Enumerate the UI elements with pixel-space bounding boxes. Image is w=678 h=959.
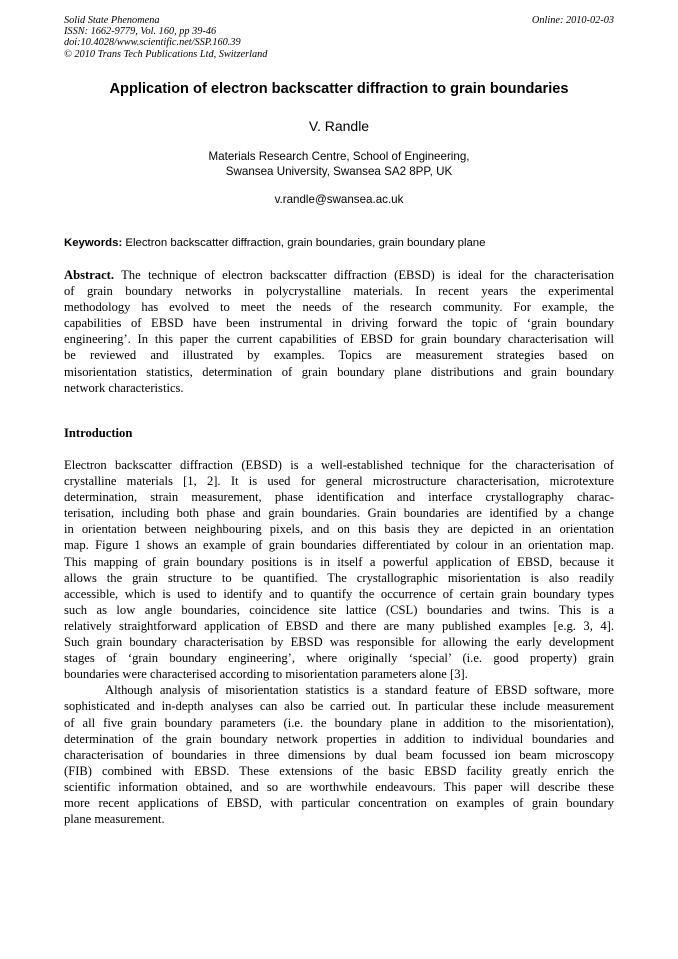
- intro-line: plane measurement.: [64, 812, 165, 827]
- intro-line: scientific information obtained, and so are worthwhile endeavours. This paper will describe these: [64, 779, 614, 794]
- intro-line: determination, strain measurement, phase identification and interface crystallography charac-: [64, 490, 614, 505]
- intro-line: such as low angle boundaries, coincidence site lattice (CSL) boundaries and twins. This is a: [64, 602, 614, 617]
- keywords: [64, 236, 616, 251]
- intro-line: Although analysis of misorientation statistics is a standard feature of EBSD software, more: [105, 683, 614, 698]
- abstract-line: methodology has evolved to meet the needs of the research community. For example, the: [64, 300, 614, 315]
- journal-header: [64, 15, 267, 60]
- abstract-line-0: [64, 267, 614, 283]
- intro-line: of all five grain boundary parameters (i.e. the boundary plane in addition to the misorientation),: [64, 715, 614, 730]
- copyright-line: © 2010 Trans Tech Publications Ltd, Switzerland: [64, 48, 268, 60]
- intro-line: (FIB) combined with EBSD. These extensions of the basic EBSD facility greatly enrich the: [64, 763, 614, 778]
- intro-line: Electron backscatter diffraction (EBSD) is a well-established technique for the characterisation of: [64, 458, 614, 472]
- abstract-line: misorientation statistics, determination of grain boundary plane distributions and grain boundary: [64, 364, 614, 379]
- intro-line: determination of the grain boundary network properties in addition to individual boundaries and: [64, 731, 614, 746]
- keywords-text: Electron backscatter diffraction, grain boundaries, grain boundary plane: [122, 237, 486, 249]
- abstract-label: Abstract.: [64, 268, 115, 282]
- intro-line: sophisticated and in-depth analyses can also be carried out. In particular these include measurement: [64, 699, 614, 714]
- intro-line: stages of ‘grain boundary engineering’, where originally ‘special’ (i.e. good property) grain: [64, 651, 614, 666]
- doi-line: doi:10.4028/www.scientific.net/SSP.160.39: [64, 37, 241, 49]
- intro-line: crystalline materials [1, 2]. It is used for general microstructure characterisation, microtexture: [64, 474, 614, 489]
- affiliation-line-2: Swansea University, Swansea SA2 8PP, UK: [225, 165, 453, 179]
- intro-line: terisation, including both phase and grain boundaries. Grain boundaries are identified by a change: [64, 506, 614, 521]
- journal-name: Solid State Phenomena: [64, 15, 160, 26]
- intro-line: relatively straightforward application of EBSD and there are many published examples [e.g. 3, 4].: [64, 618, 614, 633]
- abstract-line: capabilities of EBSD have been instrumental in driving forward the topic of ‘grain boundary: [64, 316, 614, 331]
- author-email: v.randle@swansea.ac.uk: [274, 193, 404, 206]
- abstract-line: network characteristics.: [64, 380, 184, 395]
- intro-line: This mapping of grain boundary positions is in itself a powerful application of EBSD, because it: [64, 554, 614, 569]
- intro-line: characterisation of boundaries in three dimensions by dual beam focussed ion beam microscopy: [64, 747, 614, 762]
- affiliation-line-1: Materials Research Centre, School of Engineering,: [208, 150, 470, 163]
- intro-line: in orientation between neighbouring pixels, and on this basis they are depicted in an orientation: [64, 522, 614, 537]
- intro-line: more recent applications of EBSD, with particular concentration on examples of grain boundary: [64, 795, 614, 810]
- introduction-body: [64, 457, 614, 827]
- abstract: [64, 267, 614, 396]
- abstract-line: of grain boundary networks in polycrystalline materials. In recent years the experimental: [64, 284, 614, 299]
- abstract-line-0-text: The technique of electron backscatter diffraction (EBSD) is ideal for the characterisation: [114, 268, 614, 282]
- author-name: V. Randle: [308, 118, 370, 134]
- intro-line: map. Figure 1 shows an example of grain boundaries differentiated by colour in an orientation map.: [64, 538, 614, 553]
- keywords-label: Keywords:: [64, 237, 123, 249]
- abstract-line: engineering’. In this paper the current capabilities of EBSD for grain boundary characterisation will: [64, 332, 614, 347]
- paper-title: Application of electron backscatter diffraction to grain boundaries: [109, 81, 569, 97]
- section-heading-introduction: Introduction: [64, 426, 133, 440]
- affiliation: [0, 149, 678, 179]
- online-date: Online: 2010-02-03: [531, 15, 614, 26]
- intro-line: accessible, which is used to identify and to quantify the occurrence of certain grain boundary types: [64, 586, 614, 601]
- intro-line: allows the grain structure to be quantified. The crystallographic misorientation is also readily: [64, 570, 614, 585]
- issn-line: ISSN: 1662-9779, Vol. 160, pp 39-46: [64, 26, 217, 38]
- abstract-line: be reviewed and illustrated by examples. Topics are measurement strategies based on: [64, 348, 614, 363]
- intro-line: Such grain boundary characterisation by EBSD was responsible for allowing the early development: [64, 635, 614, 650]
- intro-line: boundaries were characterised according to misorientation parameters alone [3].: [64, 667, 468, 682]
